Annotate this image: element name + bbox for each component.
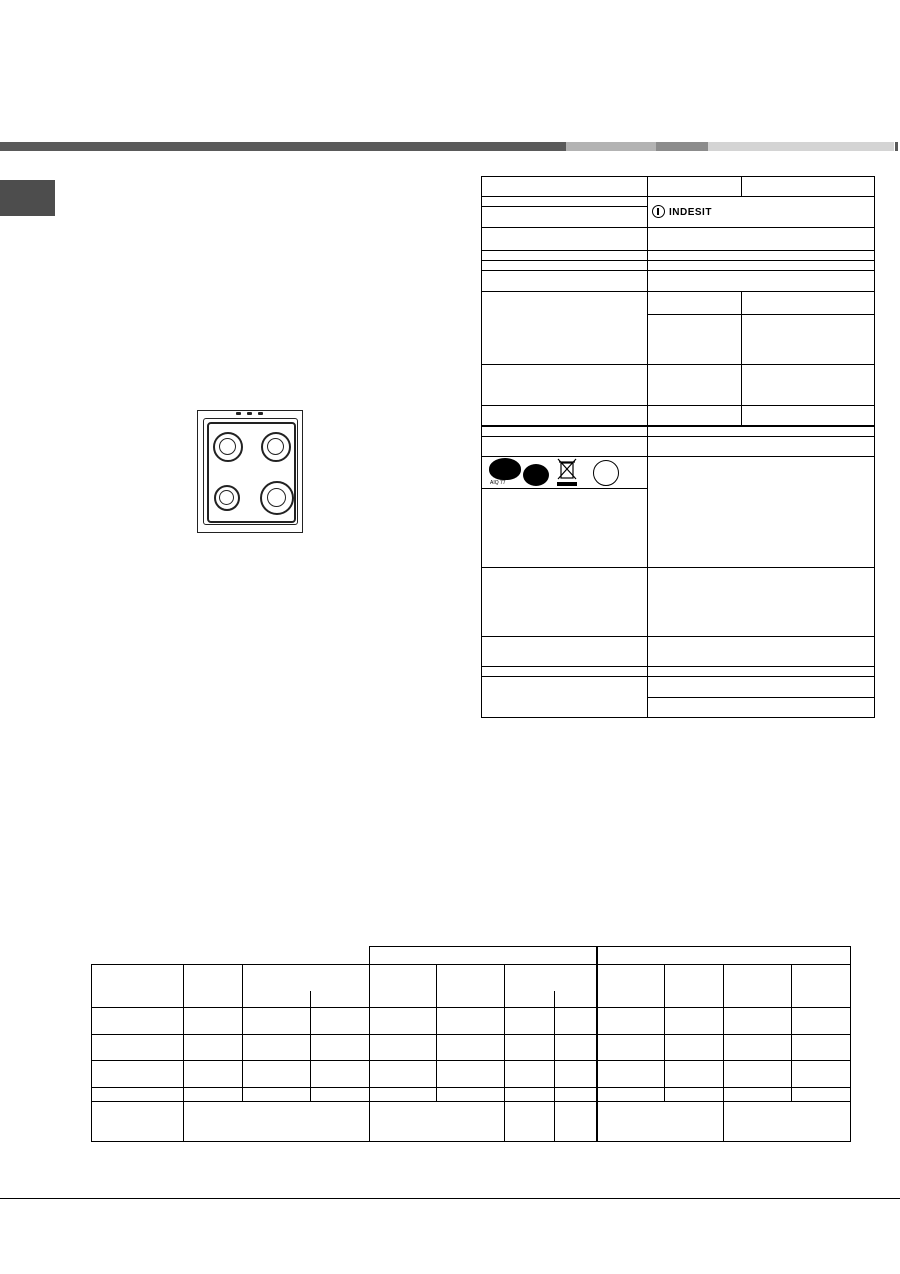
header-band-mid xyxy=(656,142,708,151)
burner-icon xyxy=(261,432,291,462)
control-knob-icon xyxy=(258,412,263,415)
kz-mark-icon xyxy=(593,460,619,486)
weee-bin-icon xyxy=(557,458,577,486)
brand-logo-text: INDESIT xyxy=(669,207,712,218)
header-band-dark xyxy=(0,142,566,151)
header-band-end xyxy=(895,142,898,151)
header-band-pale xyxy=(708,142,894,151)
ctp-mark-icon xyxy=(523,464,549,486)
burner-icon xyxy=(260,481,294,515)
control-knob-icon xyxy=(236,412,241,415)
header-band-light xyxy=(566,142,656,151)
indesit-logo-icon xyxy=(652,205,665,218)
control-knob-icon xyxy=(247,412,252,415)
brand-logo xyxy=(652,205,712,218)
burner-icon xyxy=(213,432,243,462)
certification-marks xyxy=(485,458,635,494)
footer-rule xyxy=(0,1198,900,1199)
pct-mark-caption: AIQ 77 xyxy=(490,480,506,486)
pct-mark-icon xyxy=(489,458,521,480)
burner-icon xyxy=(214,485,240,511)
language-tab xyxy=(0,180,55,216)
